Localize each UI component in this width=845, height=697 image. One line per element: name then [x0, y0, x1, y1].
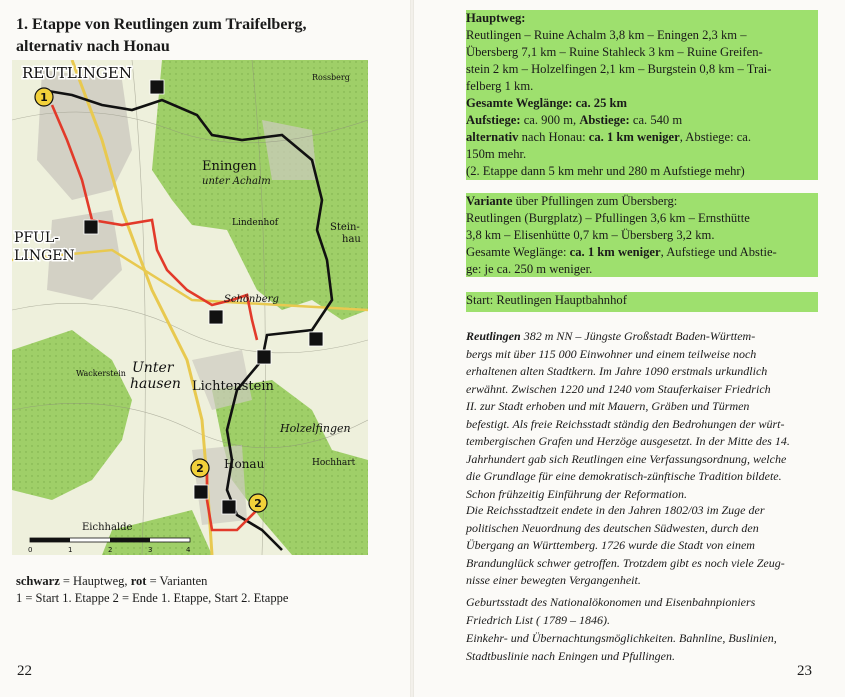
marker-label: 1 — [40, 91, 48, 104]
scale-label: 3 — [148, 546, 153, 554]
paragraph-line: nisse einer bewegten Vergangenheit. — [466, 573, 641, 587]
paragraph-line: Schon frühzeitig Einführung der Reformation. — [466, 486, 687, 501]
ascent-label: Aufstiege: — [466, 113, 521, 127]
map-label: unter Achalm — [202, 176, 271, 187]
variant-heading — [466, 193, 818, 210]
paragraph-line: Jahrhundert gab sich Reutlingen eine Verfassungsordnung, welche — [466, 451, 787, 466]
paragraph-history — [466, 502, 820, 590]
paragraph-line: II. zur Stadt erhoben und mit Mauern, Gräben und Türmen — [466, 399, 750, 413]
total-length: Gesamte Weglänge: ca. 25 km — [466, 96, 628, 110]
map-label: Eichhalde — [82, 522, 133, 533]
page-number-right: 23 — [797, 663, 812, 679]
ascent-value: ca. 900 m, — [520, 113, 580, 127]
map-label: Schönberg — [224, 294, 279, 305]
route-map — [12, 60, 368, 555]
map-label: Rossberg — [312, 73, 350, 82]
book-gutter — [410, 0, 414, 697]
variant-box — [466, 193, 818, 277]
map-label: Unter — [132, 360, 174, 376]
map-label: Stein- — [330, 222, 360, 233]
paragraph-line: bergs mit über 115 000 Einwohner und einem teilweise noch — [466, 346, 757, 361]
paragraph-line: Übergang an Württemberg. 1726 wurde die Stadt von einem — [466, 538, 755, 552]
main-route-line: Übersberg 7,1 km – Ruine Stahleck 3 km – Ruine Greifen- — [466, 45, 763, 59]
map-label: Holzelfingen — [280, 422, 351, 435]
paragraph-services — [466, 630, 820, 665]
main-route-line: Reutlingen – Ruine Achalm 3,8 km – Eningen 2,3 km – — [466, 28, 747, 42]
alternative-line: 150m mehr. — [466, 147, 527, 161]
variant-total — [466, 244, 818, 261]
map-label: hausen — [130, 376, 181, 392]
marker-label: 2 — [196, 462, 204, 475]
paragraph-line: Friedrich List ( 1789 – 1846). — [466, 612, 610, 627]
variant-line: 3,8 km – Elisenhütte 0,7 km – Übersberg 3,2 km. — [466, 228, 715, 242]
scale-label: 4 — [186, 546, 191, 554]
descent-value: ca. 540 m — [629, 113, 683, 127]
paragraph-line: Stadtbuslinie nach Eningen und Pfullingen. — [466, 648, 675, 663]
left-page — [0, 0, 412, 697]
scale-label: 1 — [68, 546, 73, 554]
marker-label: 2 — [254, 497, 262, 510]
start-box — [466, 292, 818, 312]
stage-title-line1: 1. Etappe von Reutlingen zum Traifelberg, — [16, 16, 307, 33]
map-label: Lichtenstein — [192, 379, 274, 394]
variant-heading-bold: Variante — [466, 194, 513, 208]
paragraph-line: befestigt. Als freie Reichsstadt ständig den Bedrohungen der würt- — [466, 416, 785, 431]
paragraph-line: Brandunglück schwer getroffen. Trotzdem gibt es noch viele Zeug- — [466, 555, 785, 570]
legend-line2: 1 = Start 1. Etappe 2 = Ende 1. Etappe, Start 2. Etappe — [16, 591, 289, 605]
legend-black: schwarz — [16, 574, 60, 588]
alt-bold: alternativ — [466, 130, 519, 144]
map-label: REUTLINGEN — [22, 64, 132, 82]
alt-text: nach Honau: — [518, 130, 589, 144]
variant-line: ge: je ca. 250 m weniger. — [466, 262, 593, 276]
map-label: Lindenhof — [232, 218, 279, 228]
legend-line1 — [16, 573, 288, 590]
alt-bold: ca. 1 km weniger — [588, 130, 680, 144]
paragraph-list — [466, 594, 820, 629]
alternative-line: (2. Etappe dann 5 km mehr und 280 m Aufstiege mehr) — [466, 164, 745, 178]
paragraph-reutlingen — [466, 328, 820, 503]
paragraph-line: Die Reichsstadtzeit endete in den Jahren 1802/03 im Zuge der — [466, 503, 765, 517]
paragraph-line: Einkehr- und Übernachtungsmöglichkeiten. Bahnline, Buslinien, — [466, 631, 777, 645]
paragraph-line: die Grundlage für eine demokratisch-zünftische Tradition bildete. — [466, 469, 782, 483]
paragraph-line: erwähnt. Zwischen 1220 und 1240 vom Stauferkaiser Friedrich — [466, 381, 771, 396]
map-label: Eningen — [202, 159, 257, 174]
stage-title — [16, 14, 396, 58]
place-name: Reutlingen — [466, 329, 521, 343]
alt-text: , Abstiege: ca. — [679, 130, 752, 144]
map-label: Honau — [224, 457, 265, 471]
map-label: Hochhart — [312, 458, 356, 468]
main-route-line: felberg 1 km. — [466, 79, 534, 93]
variant-total-bold: ca. 1 km weniger — [569, 245, 661, 259]
legend-text: = Hauptweg, — [59, 574, 131, 588]
map-legend — [16, 573, 288, 607]
paragraph-text: 382 m NN – Jüngste Großstadt Baden-Württem- — [520, 329, 756, 343]
main-route-heading: Hauptweg: — [466, 11, 526, 25]
main-route-box — [466, 10, 818, 180]
paragraph-line: erhaltenen alten Stadtkern. Im Jahre 1090 erstmals urkundlich — [466, 364, 768, 378]
scale-label: 2 — [108, 546, 113, 554]
legend-text: = Varianten — [146, 574, 208, 588]
map-label: Wackerstein — [76, 369, 126, 378]
map-label: LINGEN — [14, 248, 75, 264]
variant-line: Reutlingen (Burgplatz) – Pfullingen 3,6 km – Ernsthütte — [466, 211, 750, 225]
map-label: hau — [342, 234, 361, 245]
paragraph-line: Geburtsstadt des Nationalökonomen und Eisenbahnpioniers — [466, 595, 756, 609]
paragraph-line — [466, 328, 820, 346]
legend-red: rot — [130, 574, 147, 588]
stage-title-line2: alternativ nach Honau — [16, 38, 170, 55]
descent-label: Abstiege: — [579, 113, 630, 127]
alternative-line — [466, 129, 818, 146]
variant-total-text: Gesamte Weglänge: — [466, 245, 570, 259]
variant-heading-rest: über Pfullingen zum Übersberg: — [512, 194, 678, 208]
scale-label: 0 — [28, 546, 33, 554]
ascent-descent — [466, 112, 818, 129]
paragraph-line: tembergischen Grafen und Herzöge ausgesetzt. In der Mitte des 14. — [466, 434, 790, 448]
paragraph-line: politischen Neuordnung des deutschen Südwesten, durch den — [466, 520, 759, 535]
start-label: Start: Reutlingen Hauptbahnhof — [466, 293, 627, 307]
main-route-line: stein 2 km – Holzelfingen 2,1 km – Burgstein 0,8 km – Trai- — [466, 62, 772, 76]
variant-total-rest: , Aufstiege und Abstie- — [660, 245, 777, 259]
map-label: PFUL- — [14, 230, 59, 246]
page-number-left: 22 — [17, 663, 32, 679]
